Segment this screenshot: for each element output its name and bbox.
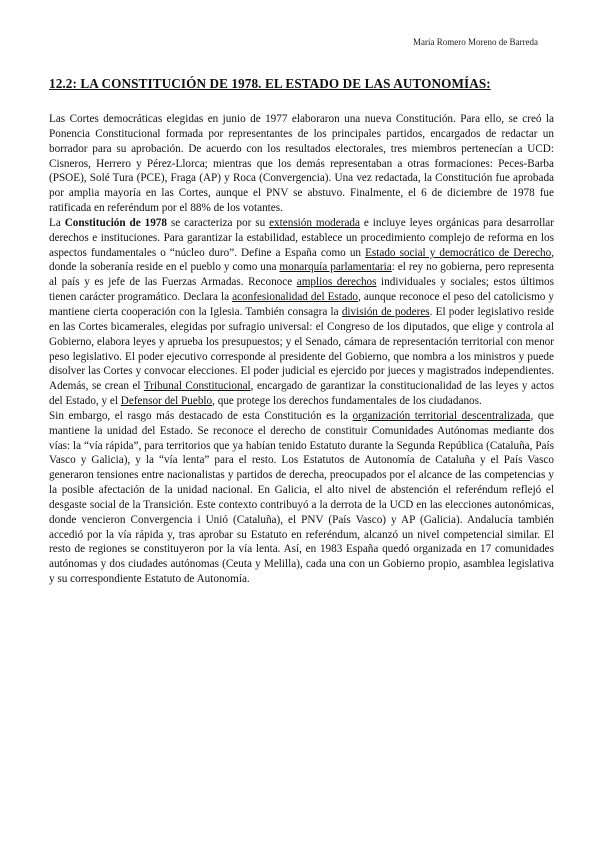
text-run: , encargado de garantizar la constitucionalidad de las leyes y actos del Estado, y el <box>49 380 554 408</box>
underlined-term: Defensor del Pueblo <box>120 395 213 408</box>
text-run: Sin embargo, el rasgo más destacado de esta Constitución es la <box>49 409 353 422</box>
underlined-term: Estado social y democrático de Derecho <box>365 246 552 259</box>
text-run: e incluye leyes orgánicas para desarrollar derechos e instituciones. Para garantizar la estabilidad, establece un procedimiento complejo de reforma en los aspectos fundamentales o “núcleo duro”. Define a España como un <box>49 216 554 259</box>
underlined-term: amplios derechos <box>296 276 377 289</box>
paragraph-drafting: Las Cortes democráticas elegidas en junio de 1977 elaboraron una nueva Constitución. Para ello, se creó la Ponencia Constitucional formada por representantes de los principales partidos, encargados de redactar un borrador para su aprobación. De acuerdo con los resultados electorales, tres miembros pertenecían a UCD: Cisneros, Herrero y Pérez-Llorca; mientras que los demás representaban a otras formaciones: Peces-Barba (PSOE), Solé Tura (PCE), Fraga (AP) y Roca (Convergencia). Una vez redactada, la Constitución fue aprobada por amplia mayoría en las Cortes, aunque el PNV se abstuvo. Finalmente, el 6 de diciembre de 1978 fue ratificada en referéndum por el 88% de los votantes. <box>49 113 554 215</box>
underlined-term: monarquía parlamentaria <box>279 261 392 274</box>
page-title: 12.2: LA CONSTITUCIÓN DE 1978. EL ESTADO DE LAS AUTONOMÍAS: <box>49 76 491 91</box>
underlined-term: Tribunal Constitucional <box>143 380 251 393</box>
text-run: , aunque reconoce el peso del catolicismo y mantiene cierta cooperación con la Iglesia. También consagra la <box>49 291 554 318</box>
underlined-term: división de poderes <box>341 305 430 318</box>
text-run: individuales y sociales; estos últimos tienen carácter programático. Declara la <box>49 276 554 304</box>
underlined-term: organización territorial descentralizada <box>352 409 531 422</box>
text-run: , que protege los derechos fundamentales de los ciudadanos. <box>212 395 482 408</box>
paragraph-territorial <box>49 409 554 587</box>
text-run: , que mantiene la unidad del Estado. Se reconoce el derecho de constituir Comunidades Autónomas mediante dos vías: la “vía rápida”, para territorios que ya habían tenido Estatuto durante la Segunda República (Cataluña, País Vasco y Galicia), y la “vía lenta” para el resto. Los Estatutos de Autonomía de Cataluña y el País Vasco generaron tensiones entre nacionalistas y partidos de derecha, preocupados por el alcance de las competencias y la posible afectación de la unidad nacional. En Galicia, el alto nivel de abstención el referéndum reflejó el desgaste social de la Transición. Este contexto contribuyó a la derrota de la UCD en las elecciones autonómicas, donde vencieron Convergencia i Unió (Cataluña), el PNV (País Vasco) y AP (Galicia). Andalucía también accedió por la vía rápida y, tras aprobar su Estatuto en referéndum, alcanzó un nivel competencial similar. El resto de regiones se constituyeron por la vía lenta. Así, en 1983 España quedó organizada en 17 comunidades autónomas y dos ciudades autónomas (Ceuta y Melilla), cada una con un Gobierno propio, asamblea legislativa y su correspondiente Estatuto de Autonomía. <box>49 409 554 586</box>
underlined-term: aconfesionalidad del Estado <box>232 291 359 304</box>
bold-term-constitution: Constitución de 1978 <box>64 216 167 229</box>
text-run: , donde la soberanía reside en el pueblo y como una <box>49 246 554 274</box>
text-run: : el rey no gobierna, pero representa al país y es jefe de las Fuerzas Armadas. Reconoce <box>49 261 554 289</box>
author-header: María Romero Moreno de Barreda <box>413 37 538 47</box>
text-run: La <box>49 216 65 229</box>
document-body <box>49 112 554 587</box>
paragraph-characteristics <box>49 216 554 409</box>
text-run: . El poder legislativo reside en las Cortes bicamerales, elegidas por sufragio universal: el Congreso de los diputados, que elige y controla al Gobierno, elabora leyes y aprueba los presupuestos; y el Senado, cámara de representación territorial con menor peso legislativo. El poder ejecutivo corresponde al presidente del Gobierno, que nombra a los ministros y puede disolver las Cortes y convocar elecciones. El poder judicial es ejercido por jueces y magistrados independientes. Además, se crean el <box>49 305 555 393</box>
text-run: se caracteriza por su <box>166 216 270 229</box>
underlined-term: extensión moderada <box>269 216 360 229</box>
